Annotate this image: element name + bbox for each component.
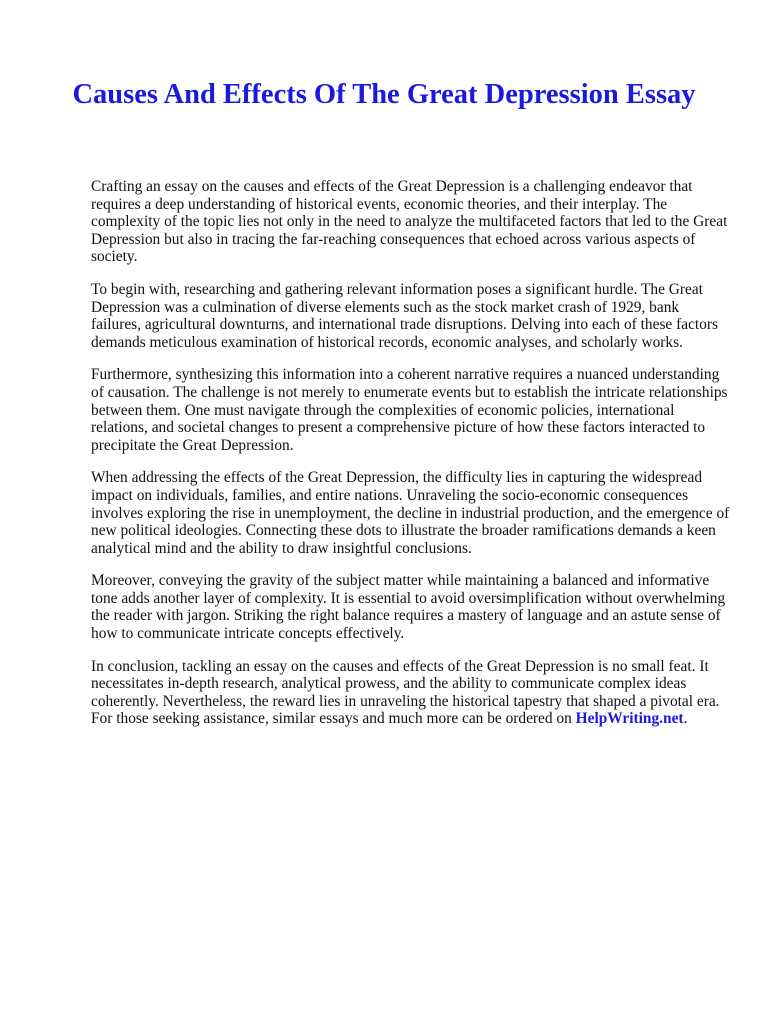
conclusion-text: In conclusion, tackling an essay on the causes and effects of the Great Depression is no small feat. It necessitates in-depth research, analytical prowess, and the ability to communicate complex ideas coherently. Nevertheless, the reward lies in unraveling the historical tapestry that shaped a pivotal era. For those seeking assistance, similar essays and much more can be ordered on — [91, 657, 720, 728]
essay-body — [91, 178, 731, 743]
helpwriting-link[interactable]: HelpWriting.net — [575, 710, 684, 728]
paragraph-synthesis: Furthermore, synthesizing this information into a coherent narrative requires a nuanced understanding of causation. The challenge is not merely to enumerate events but to establish the intricate relationships between them. One must navigate through the complexities of economic policies, international relations, and societal changes to present a comprehensive picture of how these factors interacted to precipitate the Great Depression. — [91, 366, 728, 454]
paragraph-intro: Crafting an essay on the causes and effects of the Great Depression is a challenging endeavor that requires a deep understanding of historical events, economic theories, and their interplay. The complexity of the topic lies not only in the need to analyze the multifaceted factors that led to the Great Depression but also in tracing the far-reaching consequences that echoed across various aspects of society. — [91, 178, 728, 266]
paragraph-effects: When addressing the effects of the Great Depression, the difficulty lies in capturing the widespread impact on individuals, families, and entire nations. Unraveling the socio-economic consequences involves exploring the rise in unemployment, the decline in industrial production, and the emergence of new political ideologies. Connecting these dots to illustrate the broader ramifications demands a keen analytical mind and the ability to draw insightful conclusions. — [91, 469, 730, 557]
paragraph-tone: Moreover, conveying the gravity of the subject matter while maintaining a balanced and informative tone adds another layer of complexity. It is essential to avoid oversimplification without overwhelming the reader with jargon. Striking the right balance requires a mastery of language and an astute sense of how to communicate intricate concepts effectively. — [91, 572, 726, 643]
conclusion-suffix: . — [683, 710, 688, 728]
page-title: Causes And Effects Of The Great Depression Essay — [72, 79, 696, 110]
paragraph-research: To begin with, researching and gathering relevant information poses a significant hurdle. The Great Depression was a culmination of diverse elements such as the stock market crash of 1929, bank failures, agricultural downturns, and international trade disruptions. Delving into each of these factors demands meticulous examination of historical records, economic analyses, and scholarly works. — [91, 280, 718, 351]
paragraph-conclusion — [91, 658, 731, 728]
